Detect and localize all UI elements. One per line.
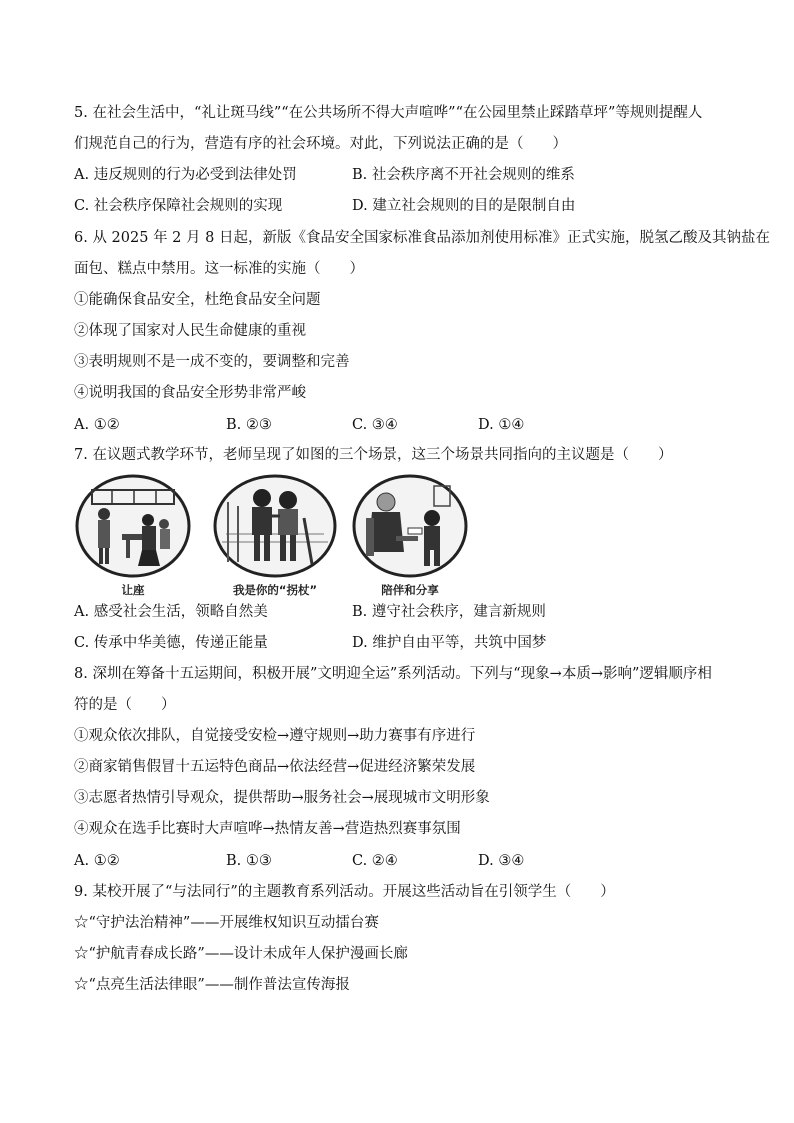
q6-statement-2: ②体现了国家对人民生命健康的重视 — [74, 323, 306, 339]
q5-option-c: C. 社会秩序保障社会规则的实现 — [74, 198, 283, 214]
q7-option-b: B. 遵守社会秩序，建言新规则 — [352, 604, 546, 620]
q6-statement-4: ④说明我国的食品安全形势非常严峻 — [74, 385, 306, 401]
q6-option-c: C. ③④ — [352, 417, 398, 433]
q8-option-c: C. ②④ — [352, 853, 398, 869]
q5-stem-line-1: 5. 在社会生活中，“礼让斑马线”“在公共场所不得大声喧哗”“在公园里禁止踩踏草坪”等规则提醒人 — [74, 105, 703, 121]
q6-option-d: D. ①④ — [478, 417, 525, 433]
q5-stem-line-2: 们规范自己的行为，营造有序的社会环境。对此，下列说法正确的是（ ） — [74, 136, 567, 152]
q6-stem-line-2: 面包、糕点中禁用。这一标准的实施（ ） — [74, 261, 364, 277]
q8-option-d: D. ③④ — [478, 853, 525, 869]
q6-statement-3: ③表明规则不是一成不变的，要调整和完善 — [74, 354, 350, 370]
q9-item-2: ☆“护航青春成长路”——设计未成年人保护漫画长廊 — [74, 946, 408, 962]
q7-scene-1-image — [74, 472, 192, 598]
q8-stem-line-2: 符的是（ ） — [74, 697, 176, 713]
q6-statement-1: ①能确保食品安全，杜绝食品安全问题 — [74, 292, 321, 308]
q8-statement-1: ①观众依次排队，自觉接受安检→遵守规则→助力赛事有序进行 — [74, 728, 476, 744]
q5-option-d: D. 建立社会规则的目的是限制自由 — [352, 198, 576, 214]
q7-option-a: A. 感受社会生活，领略自然美 — [74, 604, 268, 620]
q8-statement-3: ③志愿者热情引导观众，提供帮助→服务社会→展现城市文明形象 — [74, 790, 490, 806]
q7-scene-3-caption: 陪伴和分享 — [381, 583, 439, 597]
q7-option-c: C. 传承中华美德，传递正能量 — [74, 635, 268, 651]
q6-option-a: A. ①② — [74, 417, 120, 433]
q7-option-d: D. 维护自由平等，共筑中国梦 — [352, 635, 547, 651]
q6-option-b: B. ②③ — [226, 417, 272, 433]
q8-stem-line-1: 8. 深圳在筹备十五运期间，积极开展”文明迎全运”系列活动。下列与“现象→本质→影响”逻辑顺序相 — [74, 666, 712, 682]
q8-statement-2: ②商家销售假冒十五运特色商品→依法经营→促进经济繁荣发展 — [74, 759, 476, 775]
q7-scene-2-caption: 我是你的“拐杖” — [232, 583, 318, 597]
q9-item-1: ☆“守护法治精神”——开展维权知识互动擂台赛 — [74, 915, 379, 931]
q7-scene-2-image — [212, 472, 338, 598]
q7-scene-3-image — [352, 472, 468, 598]
q8-option-b: B. ①③ — [226, 853, 272, 869]
q7-stem: 7. 在议题式教学环节，老师呈现了如图的三个场景，这三个场景共同指向的主议题是（ ） — [74, 447, 673, 463]
q9-stem: 9. 某校开展了“与法同行”的主题教育系列活动。开展这些活动旨在引领学生（ ） — [74, 884, 615, 900]
q8-option-a: A. ①② — [74, 853, 120, 869]
q5-option-a: A. 违反规则的行为必受到法律处罚 — [74, 167, 297, 183]
q8-statement-4: ④观众在选手比赛时大声喧哗→热情友善→营造热烈赛事氛围 — [74, 821, 461, 837]
q6-stem-line-1: 6. 从 2025 年 2 月 8 日起，新版《食品安全国家标准食品添加剂使用标准》正式实施，脱氢乙酸及其钠盐在 — [74, 230, 770, 246]
q9-item-3: ☆“点亮生活法律眼”——制作普法宣传海报 — [74, 977, 350, 993]
q5-option-b: B. 社会秩序离不开社会规则的维系 — [352, 167, 575, 183]
q7-scene-1-caption: 让座 — [121, 583, 145, 597]
